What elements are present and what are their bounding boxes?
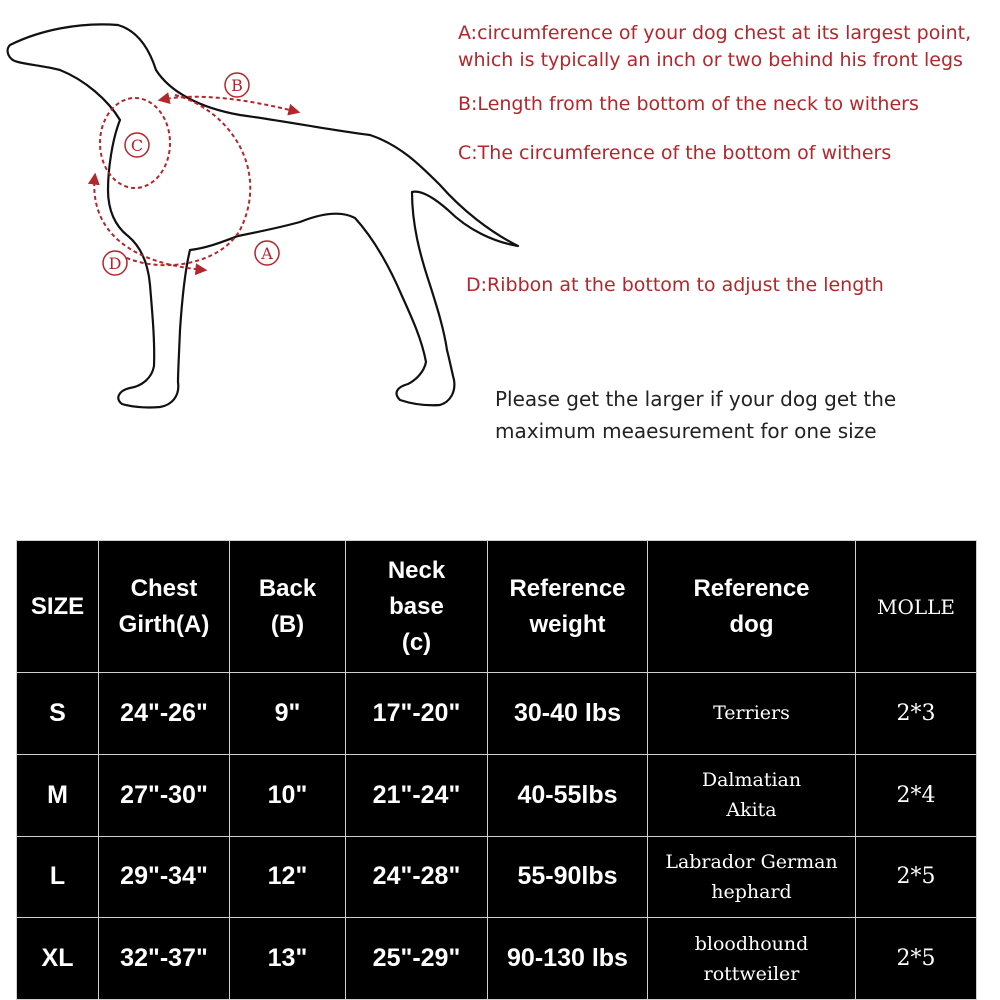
- sizing-tip-line1: Please get the larger if your dog get the: [495, 387, 897, 411]
- label-a-badge: [255, 241, 279, 265]
- header-reference-weight: Reference weight: [488, 541, 648, 673]
- label-d-badge: [103, 251, 127, 275]
- header-chest-girth: Chest Girth(A): [99, 541, 230, 673]
- svg-text:D: D: [108, 254, 122, 273]
- table-row: [17, 754, 977, 836]
- sizing-tip-line2: maximum meaesurement for one size: [495, 419, 877, 443]
- note-d: D:Ribbon at the bottom to adjust the length: [466, 274, 884, 296]
- cell-back: 10": [230, 754, 346, 836]
- cell-size: M: [17, 754, 99, 836]
- note-c: C:The circumference of the bottom of withers: [458, 142, 892, 164]
- table-row: [17, 918, 977, 1000]
- table-row: [17, 673, 977, 755]
- dog-outline: [8, 24, 518, 407]
- cell-size: L: [17, 836, 99, 918]
- table-header-row: [17, 541, 977, 673]
- cell-molle: 2*5: [856, 836, 977, 918]
- header-neck-base: Neck base (c): [346, 541, 488, 673]
- note-b: B:Length from the bottom of the neck to withers: [458, 93, 919, 115]
- header-back: Back (B): [230, 541, 346, 673]
- cell-size: S: [17, 673, 99, 755]
- table-row: [17, 836, 977, 918]
- sizing-tip: [495, 383, 896, 447]
- cell-weight: 30-40 lbs: [488, 673, 648, 755]
- header-reference-dog: Reference dog: [648, 541, 856, 673]
- cell-back: 9": [230, 673, 346, 755]
- cell-weight: 40-55lbs: [488, 754, 648, 836]
- note-a-line2: which is typically an inch or two behind his front legs: [458, 49, 963, 71]
- cell-neck: 17"-20": [346, 673, 488, 755]
- cell-weight: 90-130 lbs: [488, 918, 648, 1000]
- measure-b-arrow: [160, 97, 298, 112]
- cell-neck: 25"-29": [346, 918, 488, 1000]
- cell-dog: Dalmatian Akita: [648, 754, 856, 836]
- cell-chest: 24"-26": [99, 673, 230, 755]
- header-molle: MOLLE: [856, 541, 977, 673]
- cell-neck: 24"-28": [346, 836, 488, 918]
- size-chart-table: [16, 540, 977, 1000]
- cell-molle: 2*3: [856, 673, 977, 755]
- cell-dog: Labrador German hephard: [648, 836, 856, 918]
- cell-molle: 2*5: [856, 918, 977, 1000]
- cell-weight: 55-90lbs: [488, 836, 648, 918]
- cell-back: 13": [230, 918, 346, 1000]
- cell-dog: Terriers: [648, 673, 856, 755]
- svg-text:C: C: [130, 136, 144, 155]
- cell-chest: 32"-37": [99, 918, 230, 1000]
- svg-text:B: B: [231, 76, 243, 95]
- header-size: SIZE: [17, 541, 99, 673]
- cell-chest: 29"-34": [99, 836, 230, 918]
- cell-back: 12": [230, 836, 346, 918]
- label-c-badge: [125, 133, 149, 157]
- cell-neck: 21"-24": [346, 754, 488, 836]
- svg-text:A: A: [261, 244, 273, 263]
- cell-dog: bloodhound rottweiler: [648, 918, 856, 1000]
- note-a-line1: A:circumference of your dog chest at its largest point,: [458, 22, 972, 44]
- cell-chest: 27"-30": [99, 754, 230, 836]
- label-b-badge: [225, 73, 249, 97]
- cell-size: XL: [17, 918, 99, 1000]
- dog-measurement-diagram: [0, 0, 560, 500]
- cell-molle: 2*4: [856, 754, 977, 836]
